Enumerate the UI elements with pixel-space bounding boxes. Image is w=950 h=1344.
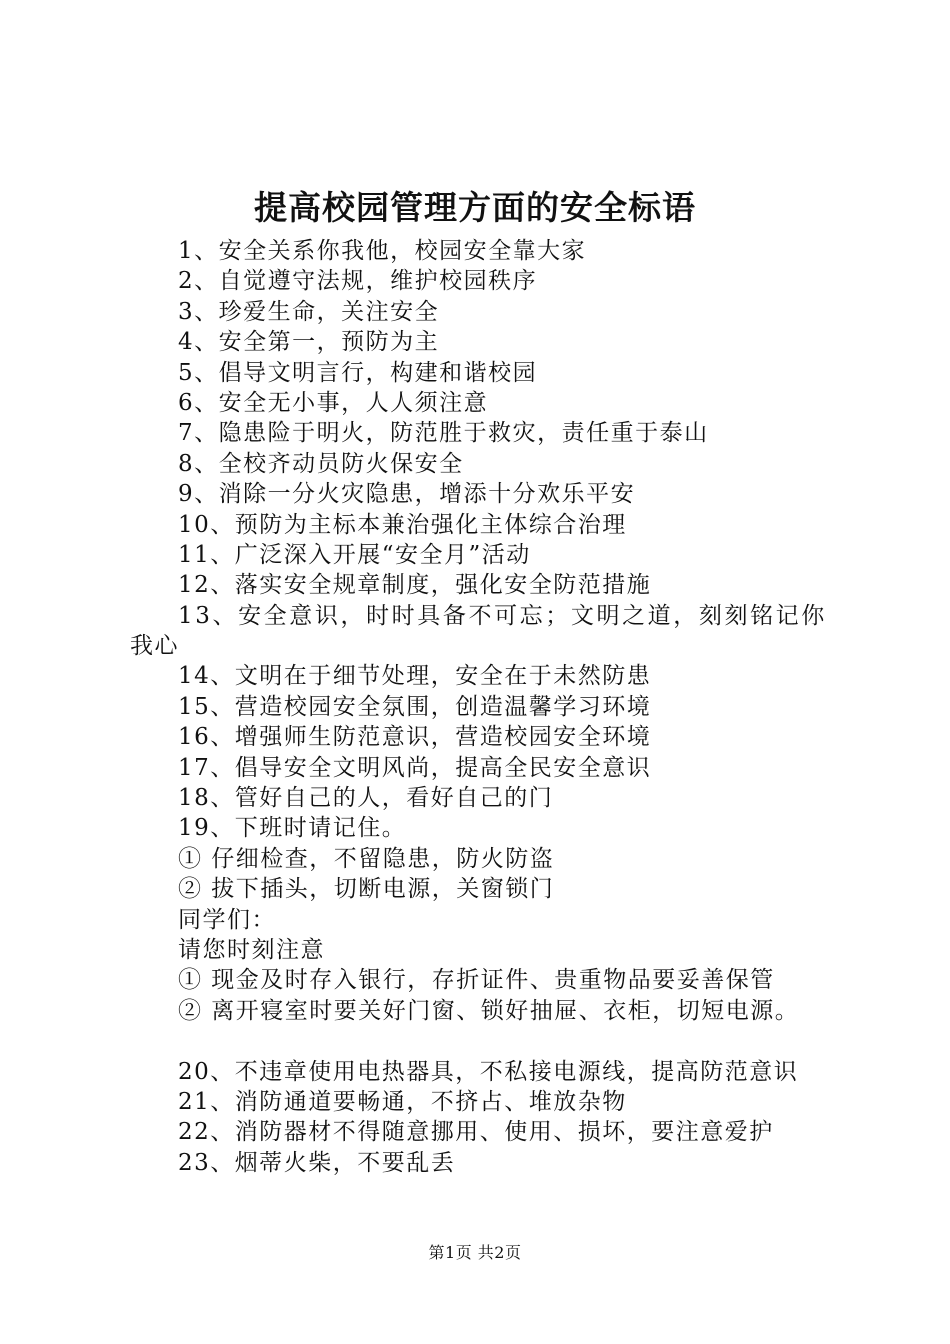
slogan-line: 8、全校齐动员防火保安全 [178,450,464,477]
slogan-line: 12、落实安全规章制度，强化安全防范措施 [178,572,652,599]
slogan-line: 23、烟蒂火柴，不要乱丢 [178,1149,456,1176]
slogan-line: 18、管好自己的人，看好自己的门 [178,785,554,812]
slogan-subitem: ① 现金及时存入银行，存折证件、贵重物品要妥善保管 [178,967,775,994]
slogan-line: 同学们： [178,906,276,933]
slogan-line: 请您时刻注意 [178,936,325,963]
slogan-subitem: ② 离开寝室时要关好门窗、锁好抽屉、衣柜，切短电源。 [178,997,800,1024]
slogan-line: 20、不违章使用电热器具，不私接电源线，提高防范意识 [178,1058,799,1085]
slogan-line: 17、倡导安全文明风尚，提高全民安全意识 [178,754,652,781]
slogan-line: 10、预防为主标本兼治强化主体综合治理 [178,511,627,538]
slogan-line: 4、安全第一，预防为主 [178,329,440,356]
slogan-line: 15、营造校园安全氛围，创造温馨学习环境 [178,693,652,720]
page-footer: 第1页 共2页 [428,1243,522,1262]
slogan-line: 7、隐患险于明火，防范胜于救灾，责任重于泰山 [178,420,709,447]
document-title: 提高校园管理方面的安全标语 [254,188,696,227]
slogan-line: 1、安全关系你我他，校园安全靠大家 [178,238,587,264]
slogan-line: 11、广泛深入开展“安全月”活动 [178,541,531,568]
slogan-line: 2、自觉遵守法规，维护校园秩序 [178,268,538,295]
slogan-line-continuation: 我心 [130,633,179,660]
slogan-line: 21、消防通道要畅通，不挤占、堆放杂物 [178,1088,627,1115]
slogan-line: 6、安全无小事，人人须注意 [178,389,489,416]
slogan-line: 16、增强师生防范意识，营造校园安全环境 [178,724,652,751]
slogan-line: 13、安全意识，时时具备不可忘；文明之道，刻刻铭记你 [178,602,827,629]
slogan-list [130,236,850,1178]
slogan-line: 5、倡导文明言行，构建和谐校园 [178,359,538,386]
slogan-line: 14、文明在于细节处理，安全在于未然防患 [178,663,652,690]
slogan-line: 19、下班时请记住。 [178,815,407,842]
slogan-line: 22、消防器材不得随意挪用、使用、损坏，要注意爱护 [178,1119,774,1146]
slogan-line: 9、消除一分火灾隐患，增添十分欢乐平安 [178,481,636,508]
slogan-subitem: ② 拔下插头，切断电源，关窗锁门 [178,876,555,903]
slogan-subitem: ① 仔细检查，不留隐患，防火防盗 [178,845,555,872]
blank-line [130,1026,850,1056]
slogan-line: 3、珍爱生命，关注安全 [178,298,440,325]
